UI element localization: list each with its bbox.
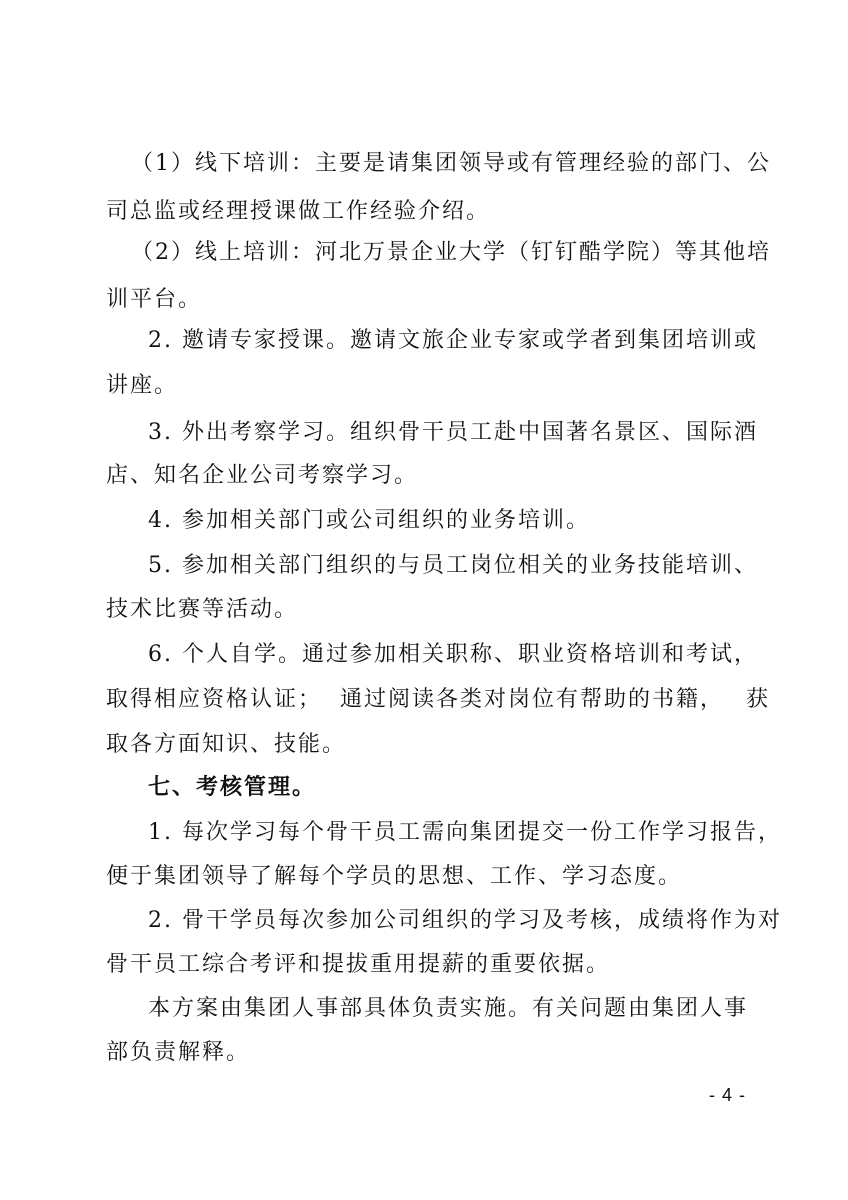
- paragraph-line: 6. 个人自学。通过参加相关职称、职业资格培训和考试，: [148, 642, 758, 667]
- paragraph-line: 技术比赛等活动。: [106, 597, 299, 622]
- paragraph-line: 5. 参加相关部门组织的与员工岗位相关的业务技能培训、: [148, 553, 758, 578]
- page-number: - 4 -: [708, 1085, 746, 1105]
- paragraph-line: 司总监或经理授课做工作经验介绍。: [106, 199, 491, 224]
- paragraph-line: 3. 外出考察学习。组织骨干员工赴中国著名景区、国际酒: [148, 420, 758, 445]
- paragraph-line: 2. 骨干学员每次参加公司组织的学习及考核，成绩将作为对: [148, 908, 782, 933]
- paragraph-line: （1）线下培训：主要是请集团领导或有管理经验的部门、公: [131, 151, 771, 176]
- paragraph-line: 讲座。: [106, 373, 179, 398]
- paragraph-line: 本方案由集团人事部具体负责实施。有关问题由集团人事: [148, 996, 749, 1021]
- text-segment: 通过阅读各类对岗位有帮助的书籍，: [340, 687, 725, 712]
- paragraph-line: 1. 每次学习每个骨干员工需向集团提交一份工作学习报告，: [148, 820, 782, 845]
- paragraph-line: 训平台。: [106, 287, 203, 312]
- paragraph-line: （2）线上培训：河北万景企业大学（钉钉酷学院）等其他培: [131, 240, 771, 265]
- paragraph-line: 取各方面知识、技能。: [106, 732, 347, 757]
- paragraph-line: 4. 参加相关部门或公司组织的业务培训。: [148, 508, 590, 533]
- paragraph-line: 便于集团领导了解每个学员的思想、工作、学习态度。: [106, 864, 683, 889]
- text-segment: 获: [746, 687, 771, 712]
- paragraph-line: 2. 邀请专家授课。邀请文旅企业专家或学者到集团培训或: [148, 328, 758, 353]
- text-segment: 取得相应资格认证；: [106, 687, 323, 712]
- paragraph-line: [106, 685, 770, 715]
- paragraph-line: 骨干员工综合考评和提拔重用提薪的重要依据。: [106, 952, 611, 977]
- section-heading: 七、考核管理。: [148, 775, 317, 800]
- paragraph-line: 店、知名企业公司考察学习。: [106, 463, 419, 488]
- paragraph-line: 部负责解释。: [106, 1040, 251, 1065]
